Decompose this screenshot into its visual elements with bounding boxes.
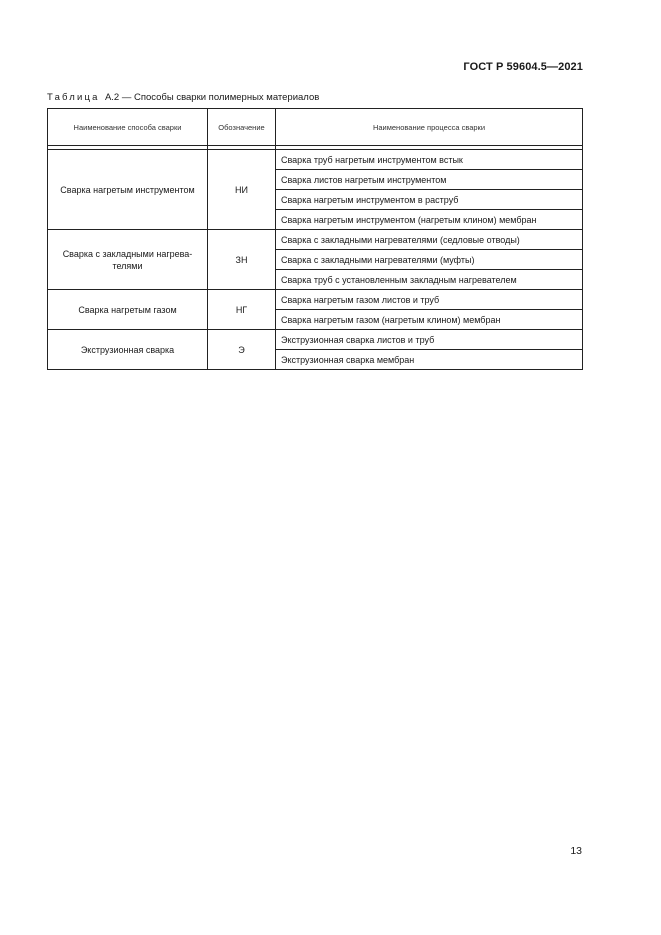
process-cell: Сварка нагретым газом листов и труб bbox=[276, 290, 583, 310]
process-cell: Экструзионная сварка мембран bbox=[276, 350, 583, 370]
process-cell: Сварка труб с установленным закладным нагревателем bbox=[276, 270, 583, 290]
table-row bbox=[48, 290, 583, 310]
method-cell: Экструзионная сварка bbox=[48, 330, 208, 370]
process-cell: Сварка с закладными нагревателями (седловые отводы) bbox=[276, 230, 583, 250]
code-cell: НИ bbox=[208, 150, 276, 230]
document-code: ГОСТ Р 59604.5—2021 bbox=[463, 61, 583, 73]
process-cell: Сварка нагретым газом (нагретым клином) мембран bbox=[276, 310, 583, 330]
code-cell: ЗН bbox=[208, 230, 276, 290]
table-caption bbox=[47, 92, 319, 103]
method-cell: Сварка с закладными нагрева-телями bbox=[48, 230, 208, 290]
process-cell: Сварка нагретым инструментом в раструб bbox=[276, 190, 583, 210]
column-header-process: Наименование процесса сварки bbox=[276, 109, 583, 146]
code-cell: НГ bbox=[208, 290, 276, 330]
caption-text: А.2 — Способы сварки полимерных материалов bbox=[104, 92, 320, 103]
page-number: 13 bbox=[570, 845, 582, 857]
method-cell: Сварка нагретым газом bbox=[48, 290, 208, 330]
process-cell: Сварка с закладными нагревателями (муфты) bbox=[276, 250, 583, 270]
process-cell: Сварка листов нагретым инструментом bbox=[276, 170, 583, 190]
table-header-row bbox=[48, 109, 583, 146]
column-header-code: Обозначение bbox=[208, 109, 276, 146]
process-cell: Экструзионная сварка листов и труб bbox=[276, 330, 583, 350]
process-cell: Сварка нагретым инструментом (нагретым клином) мембран bbox=[276, 210, 583, 230]
code-cell: Э bbox=[208, 330, 276, 370]
table-row bbox=[48, 230, 583, 250]
process-cell: Сварка труб нагретым инструментом встык bbox=[276, 150, 583, 170]
table-row bbox=[48, 330, 583, 350]
column-header-method: Наименование способа сварки bbox=[48, 109, 208, 146]
table-row bbox=[48, 150, 583, 170]
welding-methods-table bbox=[47, 108, 583, 370]
method-cell: Сварка нагретым инструментом bbox=[48, 150, 208, 230]
caption-prefix: Таблица bbox=[47, 92, 100, 103]
